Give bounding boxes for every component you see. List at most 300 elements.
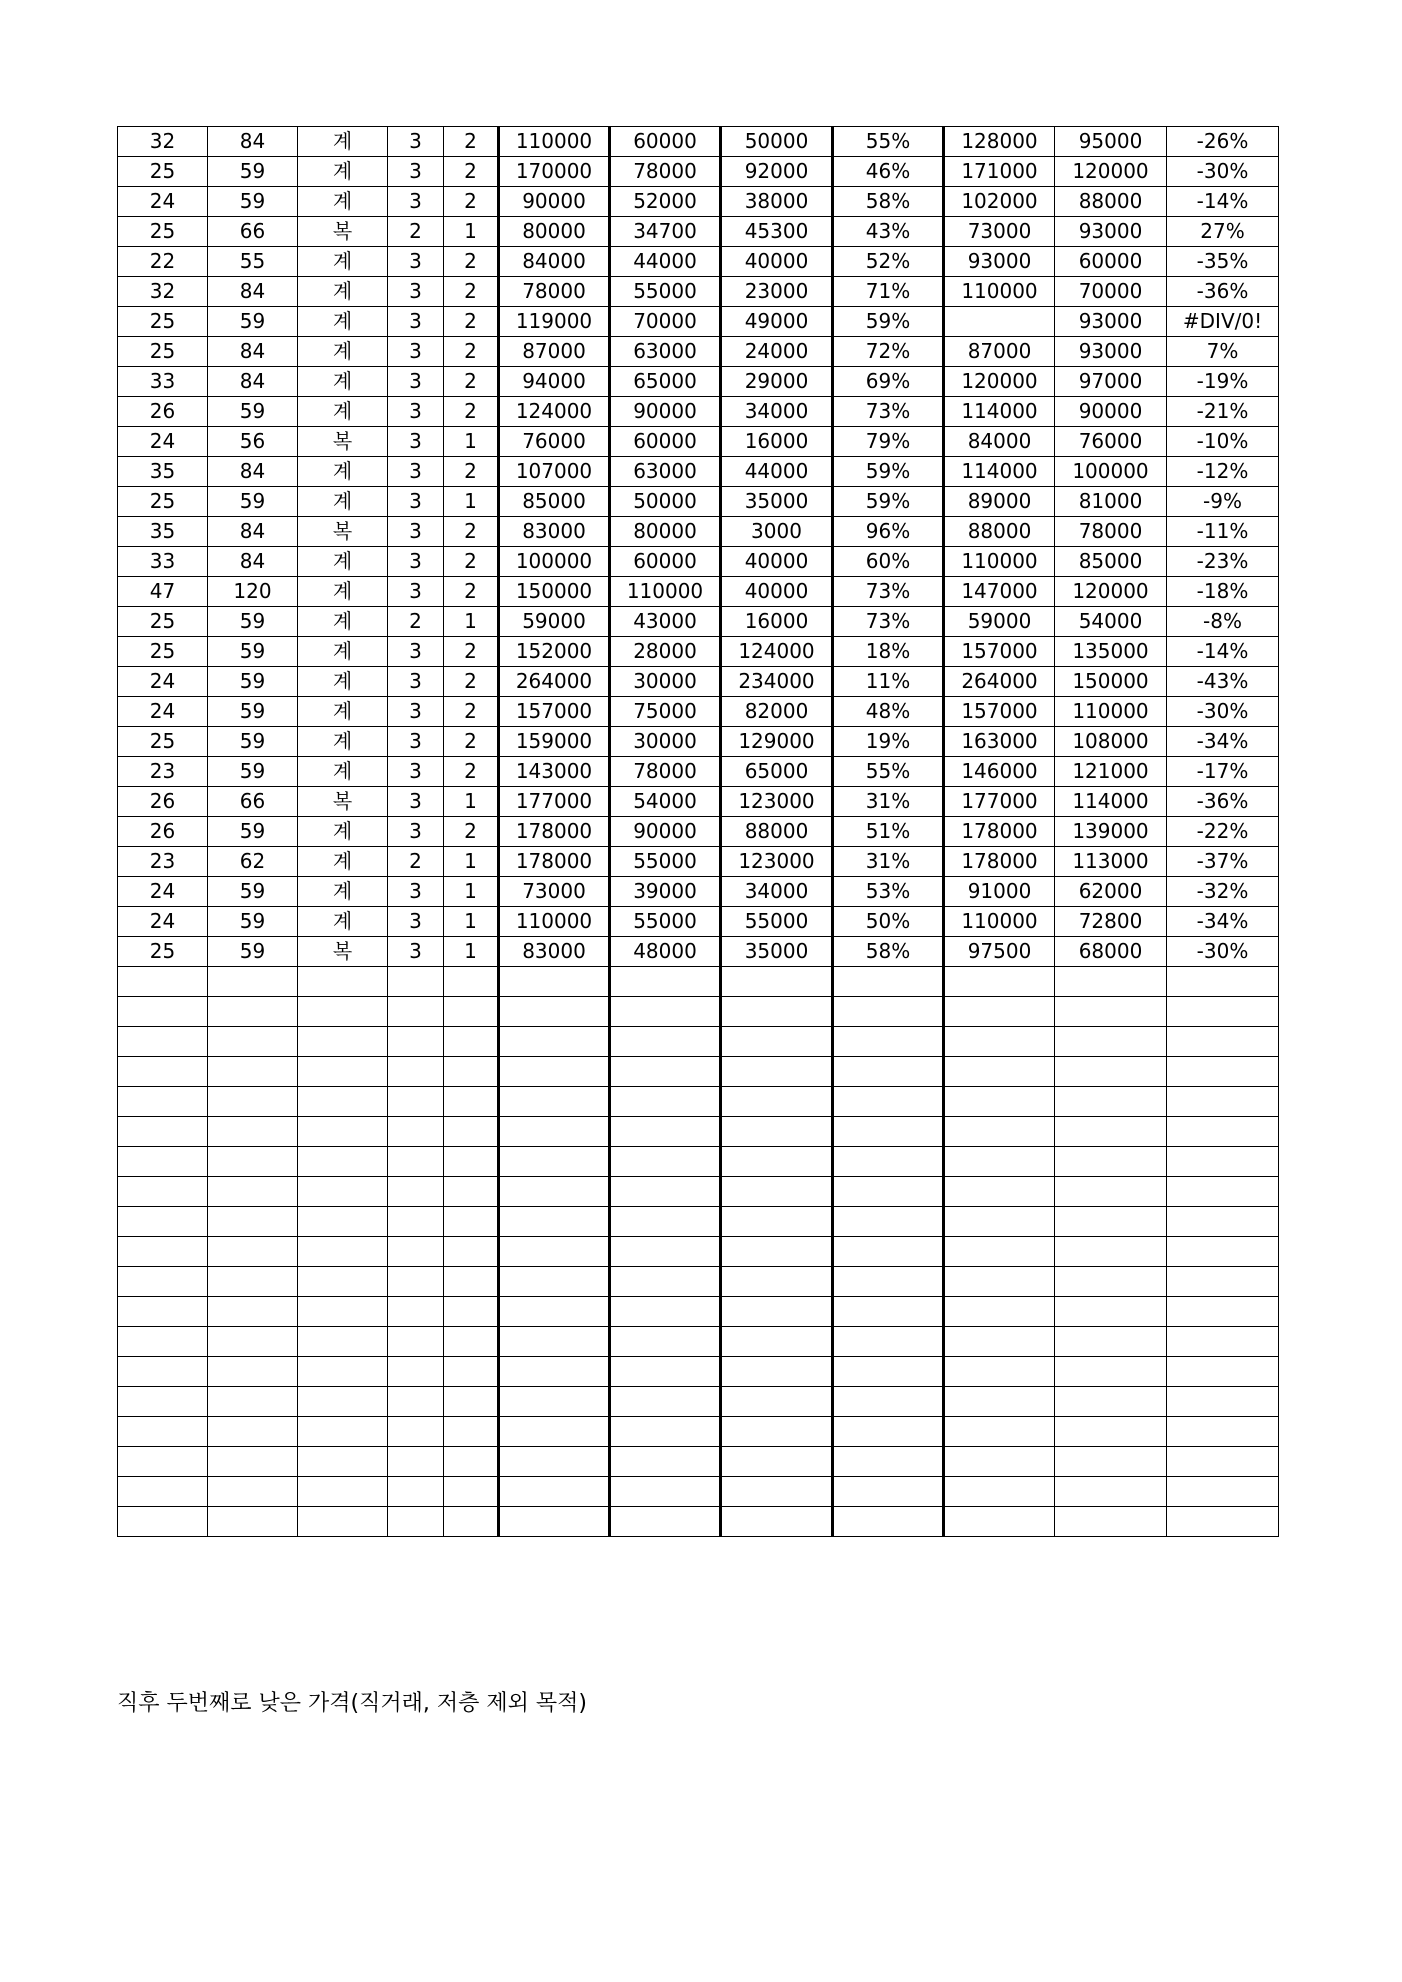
table-cell: 59 — [208, 637, 298, 667]
table-row — [118, 787, 1279, 817]
table-cell — [208, 997, 298, 1027]
table-cell: 44000 — [721, 457, 833, 487]
table-cell: 71% — [833, 277, 944, 307]
table-cell — [499, 1087, 610, 1117]
table-cell — [499, 1387, 610, 1417]
table-cell — [944, 1267, 1055, 1297]
table-cell — [610, 1447, 721, 1477]
table-cell — [944, 1027, 1055, 1057]
table-cell: 147000 — [944, 577, 1055, 607]
table-cell: 계 — [298, 907, 388, 937]
table-cell — [1055, 1447, 1167, 1477]
table-cell — [1055, 1117, 1167, 1147]
table-cell: 70000 — [1055, 277, 1167, 307]
table-cell — [444, 1327, 499, 1357]
table-cell: 73% — [833, 397, 944, 427]
table-cell — [721, 997, 833, 1027]
table-cell — [208, 1207, 298, 1237]
table-cell — [610, 1297, 721, 1327]
table-cell: 114000 — [944, 397, 1055, 427]
table-cell: 32 — [118, 127, 208, 157]
table-cell — [1055, 1237, 1167, 1267]
table-cell: 1 — [444, 937, 499, 967]
table-cell: 59% — [833, 307, 944, 337]
table-cell — [444, 1147, 499, 1177]
table-cell: 16000 — [721, 427, 833, 457]
table-cell — [298, 1147, 388, 1177]
table-cell — [1055, 1027, 1167, 1057]
table-cell — [208, 1267, 298, 1297]
table-cell — [444, 1237, 499, 1267]
table-cell — [1055, 1087, 1167, 1117]
table-cell: 170000 — [499, 157, 610, 187]
table-cell: -14% — [1167, 637, 1279, 667]
table-cell — [833, 1147, 944, 1177]
table-cell: 1 — [444, 427, 499, 457]
table-cell — [499, 1417, 610, 1447]
table-cell: 계 — [298, 367, 388, 397]
table-cell: 계 — [298, 547, 388, 577]
table-cell: 49000 — [721, 307, 833, 337]
table-cell: 3 — [388, 517, 444, 547]
table-cell — [388, 1177, 444, 1207]
table-cell: 123000 — [721, 847, 833, 877]
table-cell: 25 — [118, 157, 208, 187]
table-cell — [444, 1177, 499, 1207]
table-cell: -37% — [1167, 847, 1279, 877]
table-cell: 3 — [388, 697, 444, 727]
table-row — [118, 877, 1279, 907]
table-cell: 2 — [444, 757, 499, 787]
table-cell: 복 — [298, 427, 388, 457]
table-cell: 1 — [444, 847, 499, 877]
table-cell — [1055, 1417, 1167, 1447]
table-cell — [499, 1327, 610, 1357]
table-cell — [944, 997, 1055, 1027]
table-cell — [1167, 1267, 1279, 1297]
table-cell: 83000 — [499, 937, 610, 967]
table-cell: 3 — [388, 757, 444, 787]
table-cell — [833, 1417, 944, 1447]
table-cell: 47 — [118, 577, 208, 607]
table-cell: 계 — [298, 457, 388, 487]
table-row — [118, 127, 1279, 157]
table-cell: 계 — [298, 607, 388, 637]
table-cell — [298, 1087, 388, 1117]
table-cell — [208, 1507, 298, 1537]
table-cell — [1167, 1027, 1279, 1057]
table-cell: 계 — [298, 877, 388, 907]
table-cell: 2 — [444, 697, 499, 727]
table-cell: 1 — [444, 217, 499, 247]
table-cell — [298, 1327, 388, 1357]
table-cell: 88000 — [944, 517, 1055, 547]
table-cell: 234000 — [721, 667, 833, 697]
table-cell: 58% — [833, 187, 944, 217]
table-cell: 24 — [118, 187, 208, 217]
table-cell: 34000 — [721, 877, 833, 907]
table-cell — [1055, 1477, 1167, 1507]
table-cell — [721, 1087, 833, 1117]
table-cell: 52000 — [610, 187, 721, 217]
table-cell — [1167, 1387, 1279, 1417]
table-cell: -10% — [1167, 427, 1279, 457]
table-cell: -8% — [1167, 607, 1279, 637]
table-cell: -34% — [1167, 727, 1279, 757]
table-cell: -30% — [1167, 157, 1279, 187]
table-cell: 3 — [388, 457, 444, 487]
table-cell: 3 — [388, 157, 444, 187]
table-cell: 94000 — [499, 367, 610, 397]
table-cell: 59 — [208, 307, 298, 337]
table-cell: 38000 — [721, 187, 833, 217]
table-cell: 90000 — [610, 397, 721, 427]
table-cell — [1167, 1357, 1279, 1387]
table-cell — [721, 1357, 833, 1387]
table-cell — [721, 1447, 833, 1477]
table-cell: 124000 — [721, 637, 833, 667]
table-cell: 171000 — [944, 157, 1055, 187]
table-cell — [1167, 1087, 1279, 1117]
table-cell — [444, 1297, 499, 1327]
table-cell — [444, 1117, 499, 1147]
table-cell: -22% — [1167, 817, 1279, 847]
table-cell: 84 — [208, 127, 298, 157]
table-cell — [610, 1207, 721, 1237]
table-cell: 84 — [208, 517, 298, 547]
table-cell: 3 — [388, 187, 444, 217]
table-cell: 120 — [208, 577, 298, 607]
table-cell: 2 — [444, 307, 499, 337]
table-cell: 129000 — [721, 727, 833, 757]
table-cell: 78000 — [1055, 517, 1167, 547]
table-cell — [118, 1267, 208, 1297]
table-cell: 3000 — [721, 517, 833, 547]
empty-table-row — [118, 1117, 1279, 1147]
empty-table-row — [118, 1057, 1279, 1087]
table-cell: 1 — [444, 607, 499, 637]
table-cell: 25 — [118, 487, 208, 517]
table-cell: 59 — [208, 757, 298, 787]
table-cell: 91000 — [944, 877, 1055, 907]
table-cell: 178000 — [944, 817, 1055, 847]
table-cell: 84 — [208, 277, 298, 307]
table-cell: 2 — [444, 367, 499, 397]
table-cell: 33 — [118, 367, 208, 397]
table-cell: 3 — [388, 637, 444, 667]
table-cell — [721, 1387, 833, 1417]
table-cell: 계 — [298, 247, 388, 277]
table-cell: 95000 — [1055, 127, 1167, 157]
table-cell — [610, 967, 721, 997]
table-cell — [499, 967, 610, 997]
table-cell: 54000 — [610, 787, 721, 817]
table-cell: 177000 — [499, 787, 610, 817]
table-cell — [944, 1207, 1055, 1237]
table-cell: 59 — [208, 907, 298, 937]
table-cell — [944, 1237, 1055, 1267]
table-cell: 계 — [298, 817, 388, 847]
table-cell — [444, 1027, 499, 1057]
table-cell: 135000 — [1055, 637, 1167, 667]
table-cell — [388, 1057, 444, 1087]
table-cell: 80000 — [610, 517, 721, 547]
table-cell: 114000 — [944, 457, 1055, 487]
table-cell: 43000 — [610, 607, 721, 637]
table-cell: 59 — [208, 397, 298, 427]
table-cell: 26 — [118, 397, 208, 427]
empty-table-row — [118, 1267, 1279, 1297]
table-cell: 31% — [833, 847, 944, 877]
table-cell — [944, 1387, 1055, 1417]
table-cell — [499, 1237, 610, 1267]
table-cell — [208, 1357, 298, 1387]
table-cell — [833, 1237, 944, 1267]
table-cell — [388, 1027, 444, 1057]
table-row — [118, 397, 1279, 427]
table-cell: 65000 — [721, 757, 833, 787]
table-row — [118, 727, 1279, 757]
table-cell: 92000 — [721, 157, 833, 187]
table-cell — [444, 1357, 499, 1387]
table-cell: -36% — [1167, 787, 1279, 817]
table-cell: 150000 — [1055, 667, 1167, 697]
table-cell — [118, 1087, 208, 1117]
table-cell: -21% — [1167, 397, 1279, 427]
table-row — [118, 757, 1279, 787]
table-cell: 60000 — [1055, 247, 1167, 277]
table-cell: 2 — [444, 727, 499, 757]
table-cell: 복 — [298, 787, 388, 817]
table-cell — [610, 1387, 721, 1417]
table-cell: 83000 — [499, 517, 610, 547]
table-cell: 59000 — [944, 607, 1055, 637]
table-cell — [298, 1027, 388, 1057]
table-cell — [1055, 997, 1167, 1027]
table-row — [118, 907, 1279, 937]
table-cell: 97500 — [944, 937, 1055, 967]
empty-table-row — [118, 1087, 1279, 1117]
table-cell — [1167, 1477, 1279, 1507]
table-row — [118, 667, 1279, 697]
table-cell — [298, 1417, 388, 1447]
table-cell: 157000 — [499, 697, 610, 727]
table-cell — [118, 1177, 208, 1207]
table-cell: 계 — [298, 277, 388, 307]
table-row — [118, 277, 1279, 307]
table-cell: 2 — [444, 127, 499, 157]
table-cell: 264000 — [499, 667, 610, 697]
table-cell — [118, 1147, 208, 1177]
table-cell: 72% — [833, 337, 944, 367]
table-cell: 3 — [388, 247, 444, 277]
table-cell — [1055, 1267, 1167, 1297]
table-cell: 2 — [444, 247, 499, 277]
table-cell: 58% — [833, 937, 944, 967]
table-cell: 80000 — [499, 217, 610, 247]
table-cell — [499, 1177, 610, 1207]
table-cell: 114000 — [1055, 787, 1167, 817]
table-cell: 76000 — [499, 427, 610, 457]
table-cell — [721, 967, 833, 997]
table-cell — [118, 1117, 208, 1147]
table-cell: 31% — [833, 787, 944, 817]
table-cell — [388, 1447, 444, 1477]
table-cell: 113000 — [1055, 847, 1167, 877]
table-cell: -9% — [1167, 487, 1279, 517]
table-cell — [944, 1057, 1055, 1087]
table-cell: 62000 — [1055, 877, 1167, 907]
table-cell — [1167, 1327, 1279, 1357]
table-cell — [610, 1087, 721, 1117]
table-cell — [944, 1477, 1055, 1507]
table-cell: 163000 — [944, 727, 1055, 757]
table-cell: 110000 — [499, 127, 610, 157]
data-table — [117, 126, 1279, 1537]
table-cell: 75000 — [610, 697, 721, 727]
table-body — [118, 127, 1279, 1537]
table-cell: 124000 — [499, 397, 610, 427]
table-cell: 40000 — [721, 247, 833, 277]
table-cell: -19% — [1167, 367, 1279, 397]
table-cell — [1055, 1327, 1167, 1357]
table-cell: 59 — [208, 607, 298, 637]
table-cell: -32% — [1167, 877, 1279, 907]
table-cell — [444, 1087, 499, 1117]
table-cell — [444, 1387, 499, 1417]
table-cell: 59 — [208, 667, 298, 697]
table-cell — [298, 1177, 388, 1207]
table-cell: 44000 — [610, 247, 721, 277]
table-cell — [721, 1477, 833, 1507]
table-cell — [833, 1327, 944, 1357]
table-cell: 23 — [118, 757, 208, 787]
table-cell — [944, 307, 1055, 337]
table-cell — [388, 1477, 444, 1507]
table-cell: 24 — [118, 907, 208, 937]
table-cell: 159000 — [499, 727, 610, 757]
table-cell: 73000 — [944, 217, 1055, 247]
empty-table-row — [118, 967, 1279, 997]
table-cell — [610, 997, 721, 1027]
table-cell: 84 — [208, 337, 298, 367]
table-cell: 30000 — [610, 727, 721, 757]
empty-table-row — [118, 1147, 1279, 1177]
table-cell: 3 — [388, 367, 444, 397]
table-cell: -34% — [1167, 907, 1279, 937]
table-row — [118, 157, 1279, 187]
table-cell: 3 — [388, 427, 444, 457]
empty-table-row — [118, 1357, 1279, 1387]
empty-table-row — [118, 1507, 1279, 1537]
empty-table-row — [118, 1417, 1279, 1447]
table-cell: 121000 — [1055, 757, 1167, 787]
table-cell — [944, 1177, 1055, 1207]
table-cell — [388, 1117, 444, 1147]
table-cell: 3 — [388, 127, 444, 157]
empty-table-row — [118, 1027, 1279, 1057]
table-cell: 110000 — [944, 547, 1055, 577]
table-cell — [388, 1297, 444, 1327]
table-cell: 34700 — [610, 217, 721, 247]
table-cell: 55000 — [721, 907, 833, 937]
table-cell: 79% — [833, 427, 944, 457]
table-cell: -11% — [1167, 517, 1279, 547]
table-cell — [208, 1327, 298, 1357]
table-row — [118, 427, 1279, 457]
table-cell — [444, 967, 499, 997]
table-cell: 11% — [833, 667, 944, 697]
empty-table-row — [118, 997, 1279, 1027]
table-cell: 60% — [833, 547, 944, 577]
table-cell: 60000 — [610, 127, 721, 157]
table-cell — [118, 1417, 208, 1447]
table-cell: 55% — [833, 757, 944, 787]
table-cell — [833, 997, 944, 1027]
table-cell — [388, 1327, 444, 1357]
table-cell — [444, 1417, 499, 1447]
table-cell: 25 — [118, 217, 208, 247]
table-row — [118, 937, 1279, 967]
table-cell — [298, 1297, 388, 1327]
table-cell: 24 — [118, 697, 208, 727]
table-cell — [833, 1297, 944, 1327]
table-cell — [118, 967, 208, 997]
table-cell — [499, 1147, 610, 1177]
table-cell: 59 — [208, 187, 298, 217]
empty-table-row — [118, 1477, 1279, 1507]
table-cell — [721, 1177, 833, 1207]
table-cell: 96% — [833, 517, 944, 547]
table-cell: 43% — [833, 217, 944, 247]
table-cell: 7% — [1167, 337, 1279, 367]
table-cell — [118, 1027, 208, 1057]
table-cell: 27% — [1167, 217, 1279, 247]
table-cell: 60000 — [610, 427, 721, 457]
table-cell — [944, 1117, 1055, 1147]
table-cell — [833, 1057, 944, 1087]
table-cell: -17% — [1167, 757, 1279, 787]
table-cell — [118, 1057, 208, 1087]
table-cell: 계 — [298, 697, 388, 727]
table-cell — [833, 1447, 944, 1477]
table-cell: 3 — [388, 727, 444, 757]
table-cell — [833, 1477, 944, 1507]
table-cell — [388, 1507, 444, 1537]
table-row — [118, 487, 1279, 517]
table-cell: 계 — [298, 487, 388, 517]
table-cell — [208, 1297, 298, 1327]
table-cell: 2 — [388, 847, 444, 877]
table-cell: 계 — [298, 637, 388, 667]
table-cell: 48% — [833, 697, 944, 727]
table-cell — [118, 1507, 208, 1537]
table-cell — [499, 1057, 610, 1087]
table-cell: 29000 — [721, 367, 833, 397]
table-cell: 90000 — [1055, 397, 1167, 427]
table-cell — [499, 1357, 610, 1387]
table-cell: 84 — [208, 547, 298, 577]
table-row — [118, 217, 1279, 247]
table-cell — [118, 1477, 208, 1507]
table-cell — [944, 1147, 1055, 1177]
table-cell: 66 — [208, 217, 298, 247]
table-row — [118, 547, 1279, 577]
table-cell: 120000 — [944, 367, 1055, 397]
table-cell: 54000 — [1055, 607, 1167, 637]
table-cell — [118, 1237, 208, 1267]
table-cell: #DIV/0! — [1167, 307, 1279, 337]
